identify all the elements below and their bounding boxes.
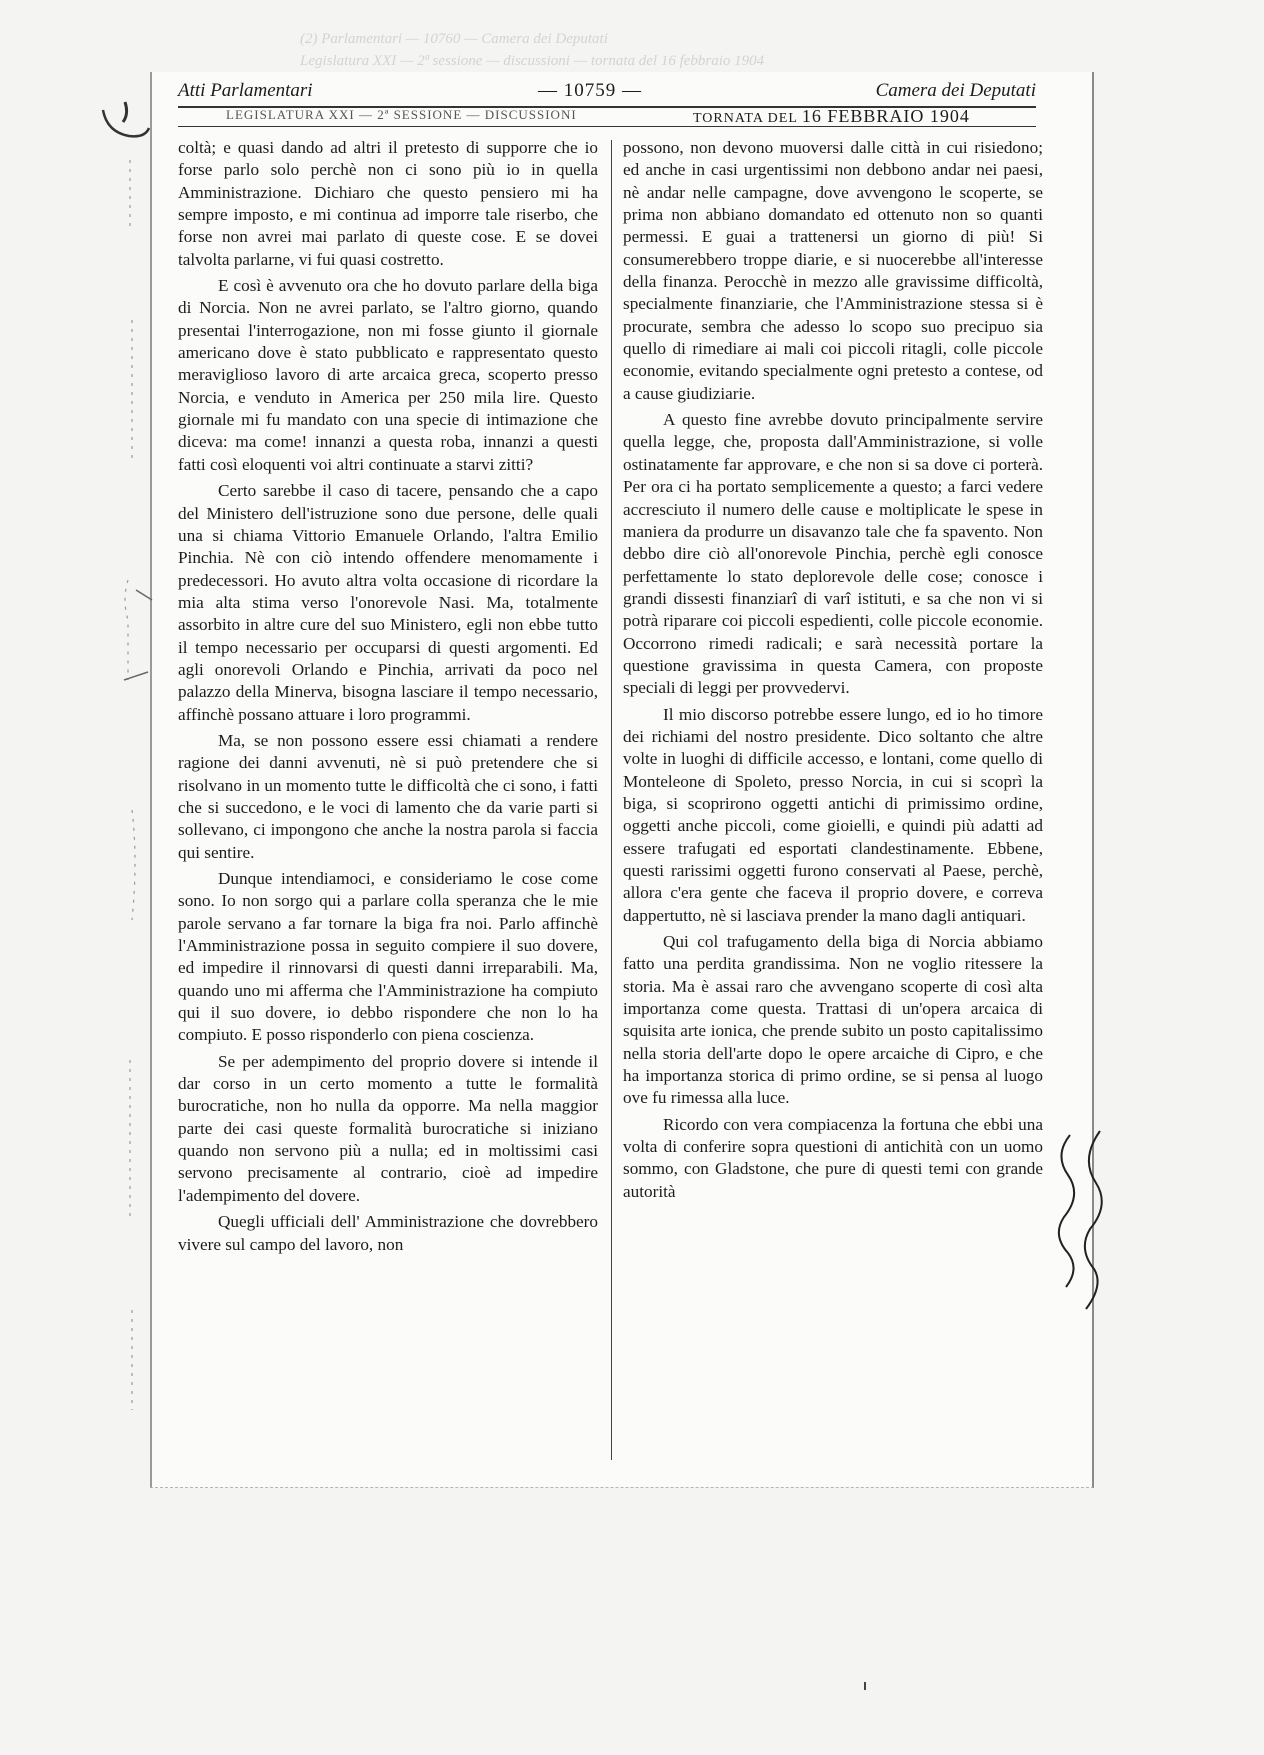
margin-scribbles-icon	[118, 160, 158, 1420]
running-header	[178, 80, 1036, 108]
paragraph: A questo fine avrebbe dovuto principalmente servire quella legge, che, proposta dall'Amministrazione, si volle ostinatamente far approvare, e che non si sa dove ci porterà. Per ora ci ha portato semplicemente a questo; a farci vedere accresciuto il numero delle cause e moltiplicate le spese in maniera da produrre un disavanzo tale che fa spavento. Non debbo dire ciò all'onorevole Pinchia, perchè egli conosce perfettamente lo stato deplorevole delle cose; conosce i grandi dissesti finanziarî di varî istituti, e sa che non vi si potrà riparare coi piccoli espedienti, colle piccole economie. Occorrono rimedi radicali; e sarà necessità portare la questione gravissima in questa Camera, con proposte speciali di leggi per provvedervi.	[623, 410, 1043, 698]
header-right: Camera dei Deputati	[875, 80, 1036, 101]
margin-squiggle-icon	[1050, 1125, 1120, 1315]
paragraph: Il mio discorso potrebbe essere lungo, ed io ho timore dei richiami del nostro presidente. Dico soltanto che altre volte in luoghi di difficile accesso, e lontani, come quello di Monteleone di Spoleto, presso Norcia, in cui si scoprì la biga, si scoprirono oggetti antichi di primissimo ordine, oggetti anche piccoli, come gioielli, e quindi più adatti ad essere trafugati ed esportati clandestinamente. Ebbene, questi rarissimi oggetti furono conservati al Paese, perchè, allora c'era gente che faceva il proprio dovere, e correva dappertutto, nè si lasciava prender la mano dagli antiquari.	[623, 704, 1043, 925]
paragraph: Quegli ufficiali dell' Amministrazione che dovrebbero vivere sul campo del lavoro, non	[178, 1212, 598, 1254]
paragraph: Certo sarebbe il caso di tacere, pensando che a capo del Ministero dell'istruzione sono due persone, delle quali una si chiama Vittorio Emanuele Orlando, l'altra Emilio Pinchia. Nè con ciò intendo offendere menomamente i predecessori. Ho avuto altra volta occasione di ricordare la mia alta stima verso l'onorevole Nasi. Ma, totalmente assorbito in altre cure del suo Ministero, egli non ebbe tutto il tempo necessario per occuparsi di questi argomenti. Ed agli onorevoli Orlando e Pinchia, arrivati da poco nel palazzo della Minerva, bisogna lasciare il tempo necessario, affinchè possano attuare i loro programmi.	[178, 481, 598, 724]
right-column	[623, 137, 1043, 1447]
ghost-line: (2) Parlamentari — 10760 — Camera dei Deputati	[300, 31, 608, 47]
bleed-through-text	[300, 28, 1090, 88]
header-left: Atti Parlamentari	[178, 80, 313, 101]
page-number: — 10759 —	[538, 80, 642, 101]
date-value: 16 FEBBRAIO 1904	[801, 106, 970, 126]
date-prefix: TORNATA DEL	[693, 111, 798, 126]
session-header	[178, 106, 1036, 127]
paragraph: coltà; e quasi dando ad altri il pretesto di supporre che io forse parlo solo perchè non ci sono più io in quella Amministrazione. Dichiaro che questo pensiero mi ha sempre imposto, e mi continua ad imporre tale riserbo, che forse non avrei mai parlato di queste cose. E se dovei talvolta parlarne, vi fui quasi costretto.	[178, 138, 598, 269]
paragraph: Ma, se non possono essere essi chiamati a rendere ragione dei danni avvenuti, nè si può pretendere che si risolvano in un momento tutte le difficoltà che ci sono, i fatti che si succedono, e le voci di lamento che da varie parti si sollevano, ci impongono che anche la nostra parola si faccia qui sentire.	[178, 730, 598, 862]
session-date	[693, 106, 970, 127]
ink-mark-icon	[95, 92, 155, 152]
speck-icon	[860, 1680, 870, 1694]
paragraph: Qui col trafugamento della biga di Norcia abbiamo fatto una perdita grandissima. Non ne voglio ritessere la storia. Ma è assai raro che avvengano scoperte di così alta importanza come questa. Trattasi di un'opera arcaica di squisita arte ionica, che prende subito un posto capitalissimo nella storia dell'arte dopo le opere arcaiche di Cipro, e che ha importanza storica di primo ordine, se si pensa al luogo ove fu rimessa alla luce.	[623, 932, 1043, 1108]
paragraph: possono, non devono muoversi dalle città in cui risiedono; ed anche in casi urgentissimi non debbono andar nei paesi, nè andar nelle campagne, dove avvengono le scoperte, se prima non abbiano domandato ed ottenuto non so quanti permessi. E guai a trattenersi un giorno di più! Si consumerebbero troppe diarie, e si nuocerebbe all'interesse della finanza. Perocchè in mezzo alle gravissime difficoltà, specialmente finanziarie, che l'Amministrazione stessa si è procurate, sembra che adesso lo scopo suo precipuo sia quello di rimediare ai mali coi piccoli ritagli, colle piccole economie, evitando specialmente ogni pretesto a contese, od a cause giudiziarie.	[623, 138, 1043, 403]
paragraph: Dunque intendiamoci, e consideriamo le cose come sono. Io non sorgo qui a parlare colla speranza che le mie parole servano a far tornare la biga fra noi. Parlo affinchè l'Amministrazione possa in seguito compiere il suo dovere, ed impedire il rinnovarsi di questi danni irreparabili. Ma, quando uno mi afferma che l'Amministrazione ha compiuto qui il suo dovere, io debbo rispondere che non lo ha compiuto. E posso risponderlo con piena coscienza.	[178, 869, 598, 1045]
ghost-line: Legislatura XXI — 2ª sessione — discussioni — tornata del 16 febbraio 1904	[300, 53, 765, 69]
left-column	[178, 137, 598, 1465]
paragraph: Se per adempimento del proprio dovere si intende il dar corso in un certo momento a tutte le formalità burocratiche, non ho nulla da opporre. Ma nella maggior parte dei casi queste formalità burocratiche si iniziano quando non servono più a nulla; ed in moltissimi casi servono precisamente al contrario, cioè ad impedire l'adempimento del dovere.	[178, 1051, 598, 1205]
column-divider	[611, 140, 612, 1460]
paragraph: E così è avvenuto ora che ho dovuto parlare della biga di Norcia. Non ne avrei parlato, se l'altro giorno, quando presentai l'interrogazione, non mi fosse giunto il giornale americano dove è stato pubblicato e rappresentato questo meraviglioso lavoro di arte arcaica greca, scoperto presso Norcia, e venduto in America per 250 mila lire. Questo giornale mi fu mandato con una specie di intimazione che diceva: ma come! innanzi a questa roba, innanzi a questi fatti così eloquenti voi altri continuate a starvi zitti?	[178, 276, 598, 474]
session-label: LEGISLATURA XXI — 2ª SESSIONE — DISCUSSIONI	[226, 107, 577, 122]
paragraph: Ricordo con vera compiacenza la fortuna che ebbi una volta di conferire sopra questioni di antichità con un uomo sommo, con Gladstone, che pure di questi temi con grande autorità	[623, 1114, 1043, 1201]
